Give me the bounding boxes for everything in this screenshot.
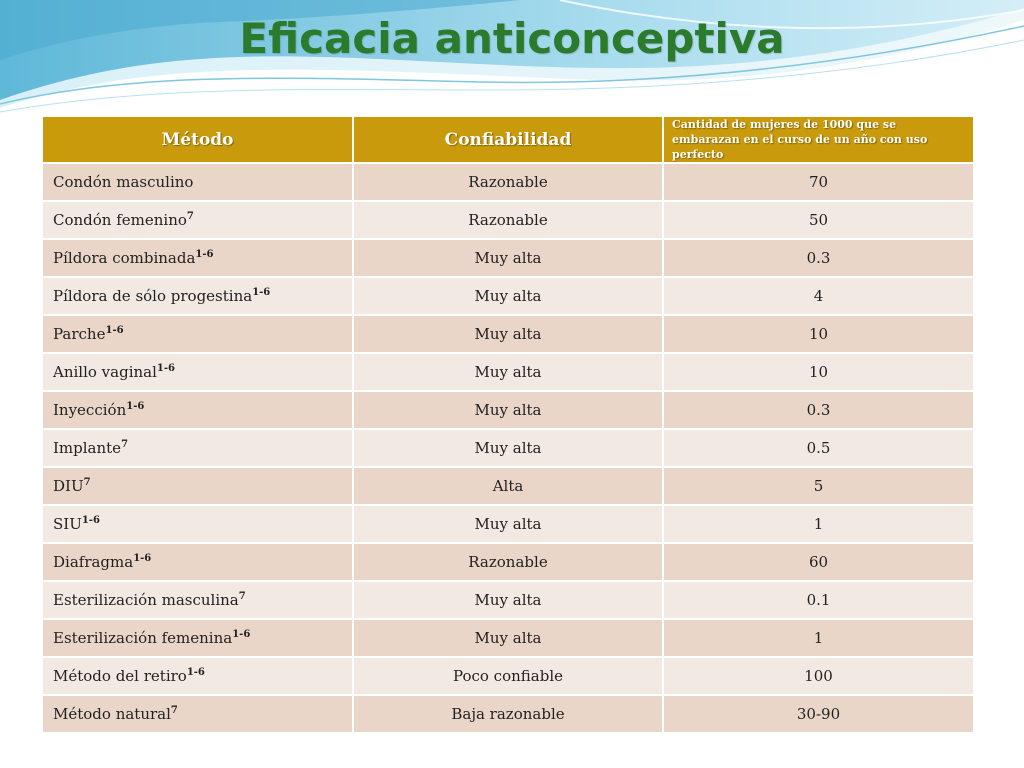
method-name: Inyección [53,401,127,419]
table-row [43,581,973,619]
method-cell [43,391,353,429]
method-name: Parche [53,325,106,343]
table-row [43,163,973,201]
method-cell [43,201,353,239]
count-cell: 0.5 [663,429,973,467]
reliability-cell: Muy alta [353,581,663,619]
table-row [43,619,973,657]
footnote-ref: 1-6 [105,325,124,336]
table-row [43,353,973,391]
footnote-ref: 1-6 [156,363,175,374]
count-cell: 30-90 [663,695,973,733]
method-name: Esterilización femenina [53,629,233,647]
count-cell: 5 [663,467,973,505]
footnote-ref: 7 [186,211,194,222]
method-name: Píldora combinada [53,249,196,267]
table-row [43,505,973,543]
footnote-ref: 7 [121,439,129,450]
reliability-cell: Razonable [353,163,663,201]
header-method: Método [43,117,353,163]
reliability-cell: Muy alta [353,353,663,391]
header-pregnancy-count: Cantidad de mujeres de 1000 que se embarazan en el curso de un año con uso perfecto [663,117,973,163]
footnote-ref: 1-6 [232,629,251,640]
reliability-cell: Muy alta [353,391,663,429]
count-cell: 0.1 [663,581,973,619]
footnote-ref: 1-6 [133,553,152,564]
table-row [43,277,973,315]
reliability-cell: Muy alta [353,239,663,277]
reliability-cell: Muy alta [353,619,663,657]
footnote-ref: 1-6 [252,287,271,298]
reliability-cell: Razonable [353,543,663,581]
reliability-cell: Muy alta [353,315,663,353]
method-name: Condón masculino [53,173,194,191]
method-name: Esterilización masculina [53,591,239,609]
count-cell: 1 [663,505,973,543]
method-cell [43,467,353,505]
method-name: Anillo vaginal [53,363,157,381]
table-row [43,543,973,581]
method-name: Método natural [53,705,171,723]
count-cell: 4 [663,277,973,315]
count-cell: 0.3 [663,239,973,277]
method-cell [43,581,353,619]
count-cell: 10 [663,353,973,391]
count-cell: 0.3 [663,391,973,429]
table-row [43,201,973,239]
table-row [43,657,973,695]
method-name: Diafragma [53,553,134,571]
reliability-cell: Razonable [353,201,663,239]
reliability-cell: Muy alta [353,277,663,315]
count-cell: 60 [663,543,973,581]
method-cell [43,695,353,733]
footnote-ref: 7 [170,705,178,716]
method-cell [43,239,353,277]
method-name: Píldora de sólo progestina [53,287,253,305]
method-name: Implante [53,439,122,457]
reliability-cell: Baja razonable [353,695,663,733]
method-cell [43,505,353,543]
table-row [43,239,973,277]
reliability-cell: Muy alta [353,429,663,467]
method-cell [43,619,353,657]
method-cell [43,277,353,315]
method-name: DIU [53,477,84,495]
method-cell [43,353,353,391]
count-cell: 1 [663,619,973,657]
table-row [43,429,973,467]
count-cell: 70 [663,163,973,201]
footnote-ref: 7 [83,477,91,488]
footnote-ref: 1-6 [81,515,100,526]
table-header-row [43,117,973,163]
table-row [43,467,973,505]
reliability-cell: Alta [353,467,663,505]
count-cell: 50 [663,201,973,239]
header-reliability: Confiabilidad [353,117,663,163]
footnote-ref: 1-6 [186,667,205,678]
contraceptive-efficacy-table [43,117,973,734]
method-cell [43,315,353,353]
table-row [43,391,973,429]
count-cell: 10 [663,315,973,353]
method-name: Condón femenino [53,211,187,229]
count-cell: 100 [663,657,973,695]
method-cell [43,543,353,581]
reliability-cell: Muy alta [353,505,663,543]
reliability-cell: Poco confiable [353,657,663,695]
method-cell [43,163,353,201]
method-name: SIU [53,515,82,533]
method-cell [43,429,353,467]
method-cell [43,657,353,695]
method-name: Método del retiro [53,667,187,685]
table-row [43,315,973,353]
slide-title: Eficacia anticonceptiva [239,14,785,63]
footnote-ref: 1-6 [195,249,214,260]
footnote-ref: 1-6 [126,401,145,412]
footnote-ref: 7 [238,591,246,602]
table-row [43,695,973,733]
